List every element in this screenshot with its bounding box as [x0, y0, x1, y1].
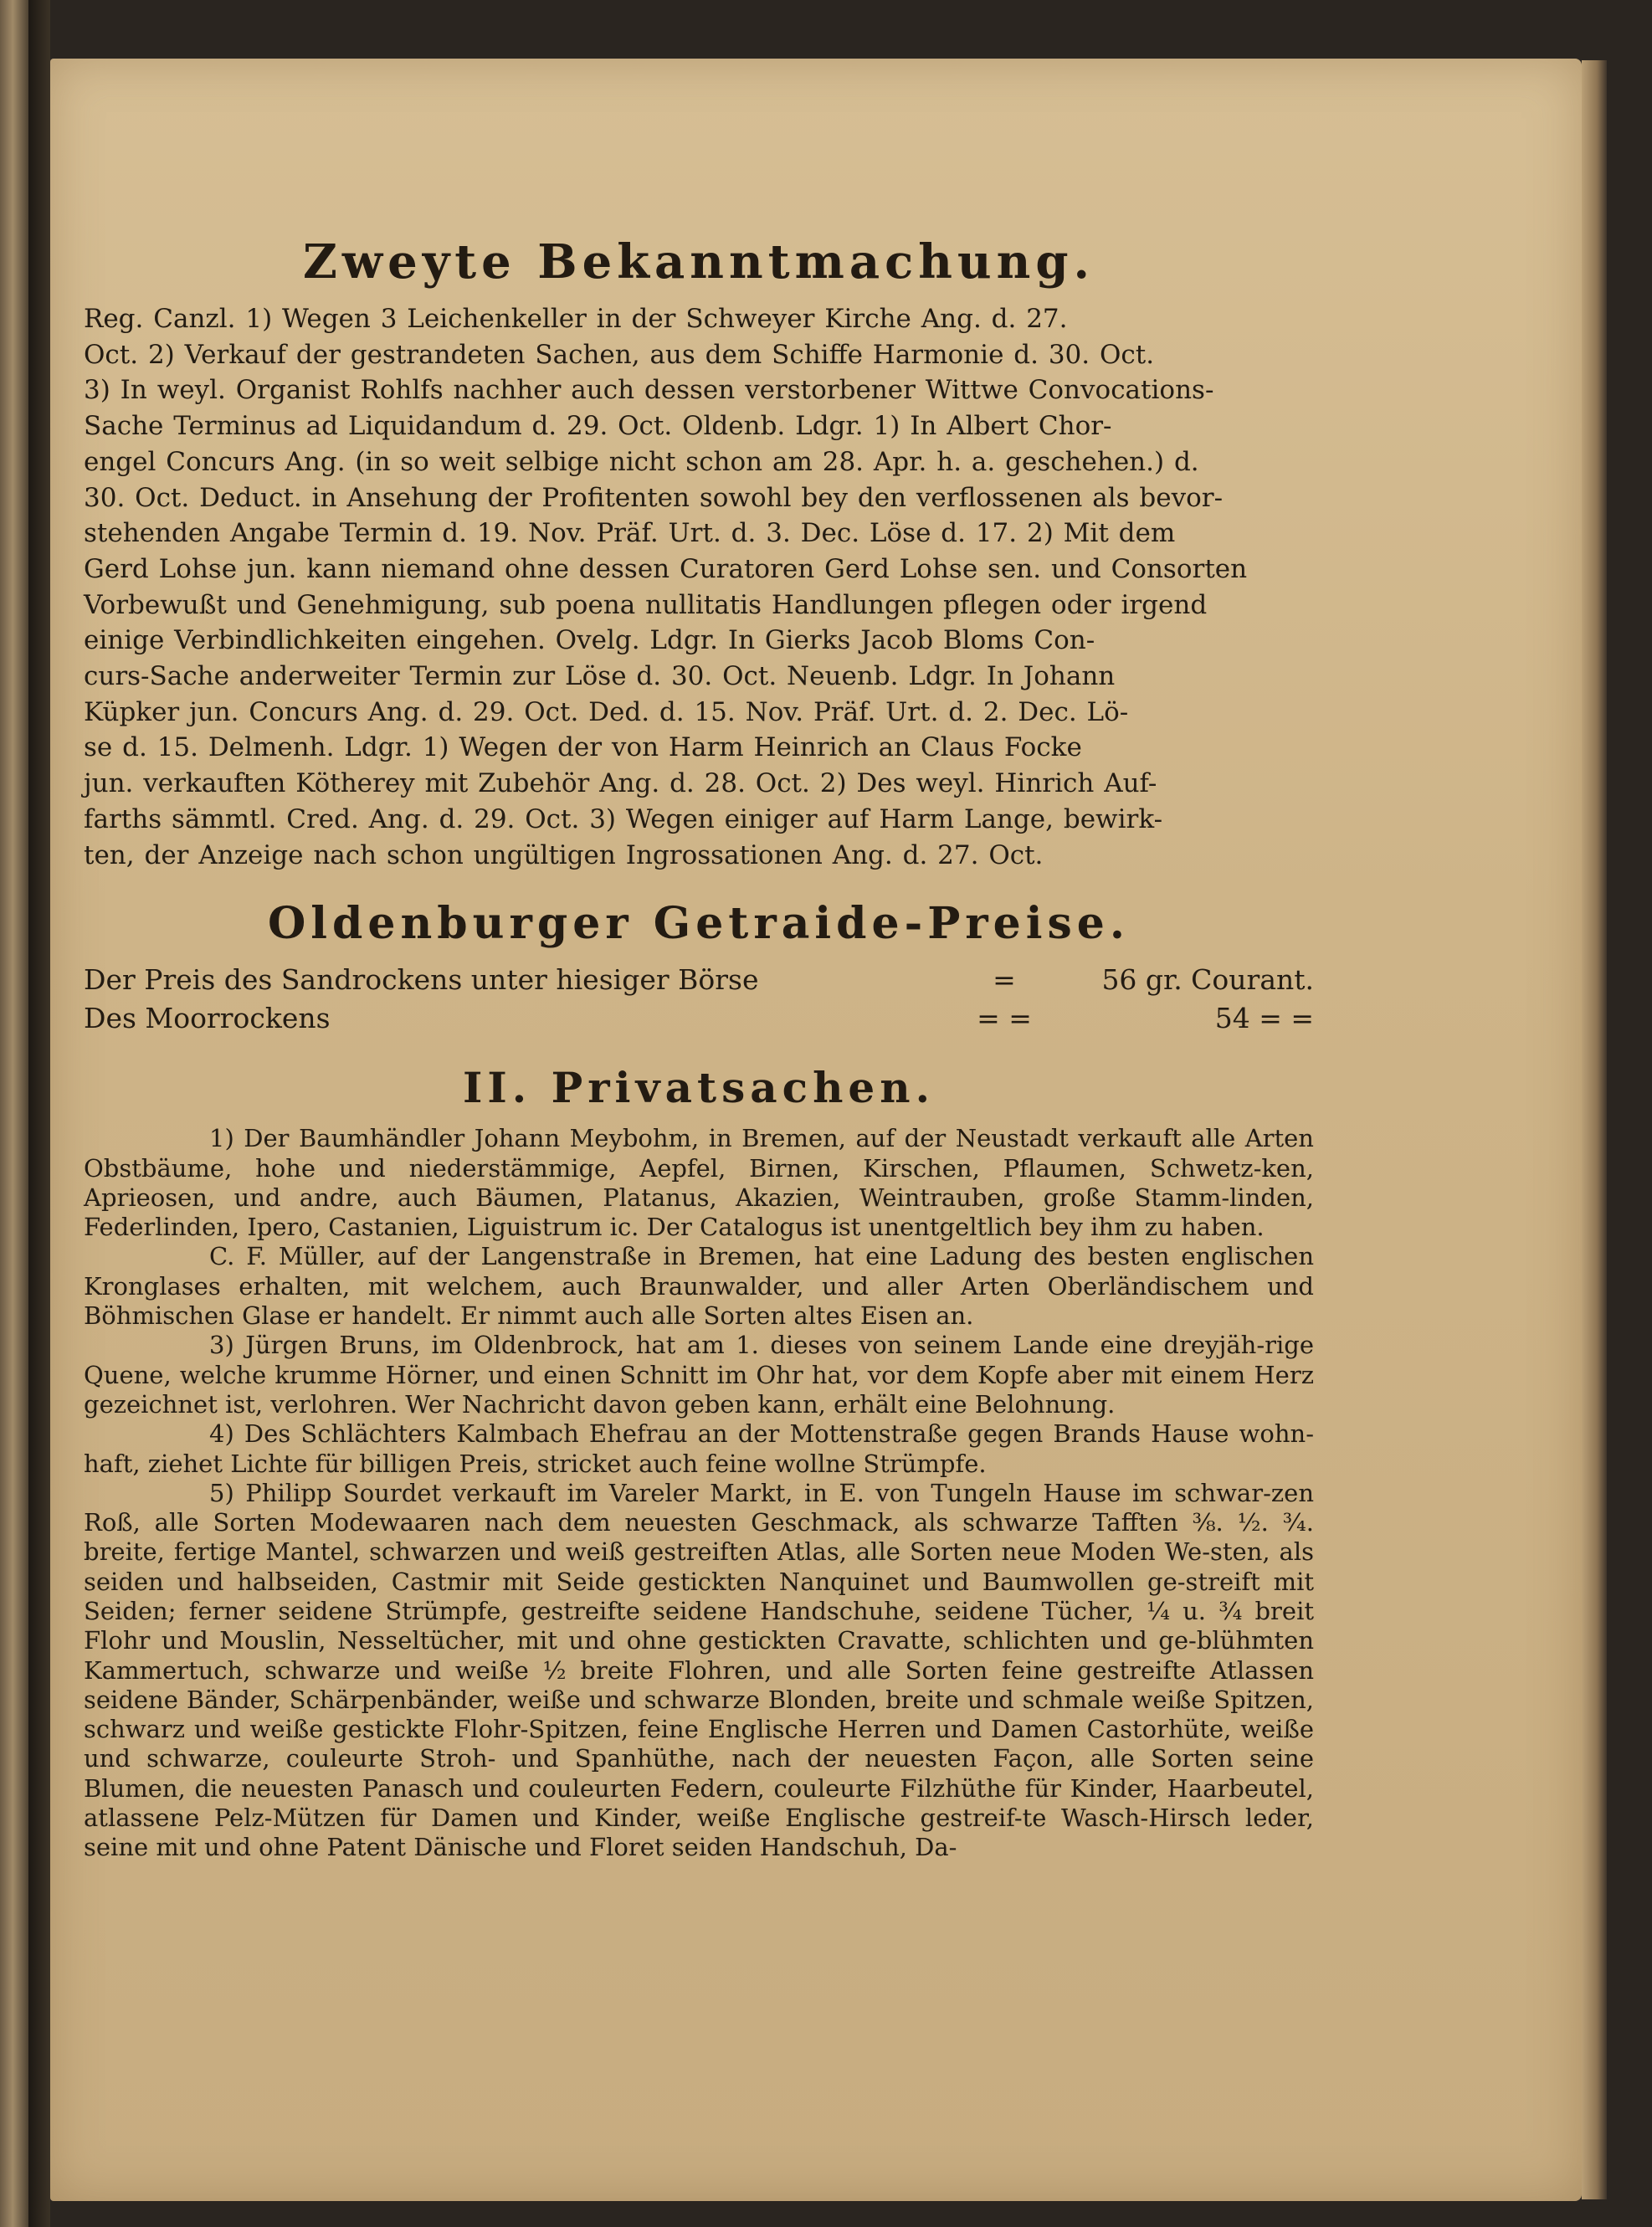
price-table [84, 961, 1314, 1038]
notice-item: 5) Philipp Sourdet verkauft im Vareler Markt, in E. von Tungeln Hause im schwar-zen Roß, alle Sorten Modewaaren nach dem neuesten Geschmack, als schwarze Tafften ⅜. ½. ¾. breite, fertige Mantel, schwarzen und weiß gestreiften Atlas, alle Sorten neue Moden We-sten, als seiden und halbseiden, Castmir mit Seide gestickten Nanquinet und Baumwollen ge-streift mit Seiden; ferner seidene Strümpfe, gestreifte seidene Handschuhe, seidene Tücher, ¼ u. ¾ breit Flohr und Mouslin, Nesseltücher, mit und ohne gestickten Cravatte, schlichten und ge-blühmten Kammertuch, schwarze und weiße ½ breite Flohren, und alle Sorten feine gestreifte Atlassen seidene Bänder, Schärpenbänder, weiße und schwarze Blonden, breite und schmale weiße Spitzen, schwarz und weiße gestickte Flohr-Spitzen, feine Englische Herren und Damen Castorhüte, weiße und schwarze, couleurte Stroh- und Spanhüthe, nach der neuesten Façon, alle Sorten seine Blumen, die neuesten Panasch und couleurten Federn, couleurte Filzhüthe für Kinder, Haarbeutel, atlassene Pelz-Mützen für Damen und Kinder, weiße Englische gestreif-te Wasch-Hirsch leder, seine mit und ohne Patent Dänische und Floret seiden Handschuh, Da- [84, 1478, 1314, 1862]
document-page [50, 59, 1582, 2201]
text-line: ten, der Anzeige nach schon ungültigen Ingrossationen Ang. d. 27. Oct. [84, 839, 1044, 870]
price-label: Der Preis des Sandrockens unter hiesiger Börse [84, 963, 759, 997]
price-dots: = = [977, 1002, 1032, 1035]
price-label: Des Moorrockens [84, 1002, 331, 1035]
price-row [84, 999, 1314, 1038]
privatsachen-block [84, 1124, 1314, 1862]
text-line: Reg. Canzl. 1) Wegen 3 Leichenkeller in der Schweyer Kirche Ang. d. 27. [84, 304, 1068, 334]
left-page-edge [0, 0, 28, 2227]
text-line: se d. 15. Delmenh. Ldgr. 1) Wegen der von Harm Heinrich an Claus Focke [84, 732, 1082, 763]
heading-privatsachen: II. Privatsachen. [463, 1063, 935, 1113]
text-line: stehenden Angabe Termin d. 19. Nov. Präf. Urt. d. 3. Dec. Löse d. 17. 2) Mit dem [84, 518, 1176, 549]
notice-item: 1) Der Baumhändler Johann Meybohm, in Bremen, auf der Neustadt verkauft alle Arten Obstbäume, hohe und niederstämmige, Aepfel, Birnen, Kirschen, Pflaumen, Schwetz-ken, Aprieosen, und andre, auch Bäumen, Platanus, Akazien, Weintrauben, große Stamm-linden, Federlinden, Ipero, Castanien, Liguistrum ic. Der Catalogus ist unentgeltlich bey ihm zu haben. [84, 1124, 1314, 1242]
notice-item: 4) Des Schlächters Kalmbach Ehefrau an der Mottenstraße gegen Brands Hause wohn-haft, ziehet Lichte für billigen Preis, stricket auch feine wollne Strümpfe. [84, 1419, 1314, 1478]
text-line: engel Concurs Ang. (in so weit selbige nicht schon am 28. Apr. h. a. geschehen.) d. [84, 446, 1199, 477]
book-gutter [28, 0, 50, 2227]
price-value: 54 = = [1214, 1002, 1314, 1035]
page-content [84, 234, 1314, 1863]
text-line: Vorbewußt und Genehmigung, sub poena nullitatis Handlungen pflegen oder irgend [84, 589, 1208, 620]
notice-item: C. F. Müller, auf der Langenstraße in Bremen, hat eine Ladung des besten englischen Kronglases erhalten, mit welchem, auch Braunwalder, und aller Arten Oberländischem und Böhmischen Glase er handelt. Er nimmt auch alle Sorten altes Eisen an. [84, 1242, 1314, 1331]
text-line: 30. Oct. Deduct. in Ansehung der Profitenten sowohl bey den verflossenen als bevor- [84, 482, 1224, 513]
bekanntmachung-block [84, 301, 1314, 873]
text-line: curs-Sache anderweiter Termin zur Löse d. 30. Oct. Neuenb. Ldgr. In Johann [84, 661, 1116, 692]
text-line: einige Verbindlichkeiten eingehen. Ovelg. Ldgr. In Gierks Jacob Bloms Con- [84, 625, 1095, 656]
price-dots: = [993, 963, 1016, 997]
text-line: 3) In weyl. Organist Rohlfs nachher auch dessen verstorbener Wittwe Convocations- [84, 375, 1214, 406]
heading-bekanntmachung: Zweyte Bekanntmachung. [302, 234, 1095, 290]
price-value: 56 gr. Courant. [1101, 963, 1314, 997]
heading-getraide-preise: Oldenburger Getraide-Preise. [268, 898, 1130, 950]
text-line: Sache Terminus ad Liquidandum d. 29. Oct. Oldenb. Ldgr. 1) In Albert Chor- [84, 411, 1112, 442]
text-line: Oct. 2) Verkauf der gestrandeten Sachen, aus dem Schiffe Harmonie d. 30. Oct. [84, 339, 1155, 370]
text-line: Küpker jun. Concurs Ang. d. 29. Oct. Ded. d. 15. Nov. Präf. Urt. d. 2. Dec. Lö- [84, 696, 1129, 727]
notice-item: 3) Jürgen Bruns, im Oldenbrock, hat am 1. dieses von seinem Lande eine dreyjäh-rige Quene, welche krumme Hörner, und einen Schnitt im Ohr hat, vor dem Kopfe aber mit einem Herz gezeichnet ist, verlohren. Wer Nachricht davon geben kann, erhält eine Belohnung. [84, 1331, 1314, 1419]
text-line: farths sämmtl. Cred. Ang. d. 29. Oct. 3) Wegen einiger auf Harm Lange, bewirk- [84, 803, 1163, 834]
price-row [84, 961, 1314, 999]
text-line: jun. verkauften Kötherey mit Zubehör Ang. d. 28. Oct. 2) Des weyl. Hinrich Auf- [84, 768, 1157, 799]
right-page-edge [1582, 60, 1607, 2199]
text-line: Gerd Lohse jun. kann niemand ohne dessen Curatoren Gerd Lohse sen. und Consorten [84, 553, 1248, 584]
